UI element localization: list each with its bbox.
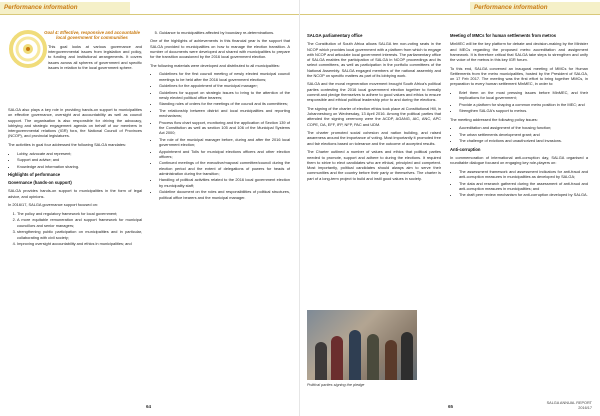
list-item: • Guidelines for the first council meeting of newly elected municipal council meetings to be held after the 2016 local government elections; bbox=[159, 71, 290, 82]
pledge-signing-photo bbox=[307, 310, 417, 380]
left-column-1 bbox=[8, 26, 142, 249]
left-header-rule bbox=[0, 14, 300, 15]
list-item: • The assessment framework and assessment indicators for anti-fraud and anti-corruption measures in municipalities as developed by SALGA; bbox=[459, 169, 588, 180]
list-item: 5. Guidance to municipalities affected by boundary re-determinations. bbox=[159, 30, 290, 35]
paragraph: In 2016/17, SALGA governance support focused on: bbox=[8, 202, 98, 208]
left-page-number: 64 bbox=[146, 404, 152, 409]
paragraph: The charter promoted social cohesion and nation building, and raised awareness around the importance of voting. Most importantly it promoted free and fair elections based on tolerance and the outcome of accepted results. bbox=[307, 130, 441, 146]
photo-figure bbox=[367, 334, 379, 380]
list-item: • Standing rules of orders for the meetings of the council and its committees; bbox=[159, 101, 290, 106]
paragraph: The activities in goal four addressed the following SALGA mandates: bbox=[8, 141, 127, 147]
paragraph: The Constitution of South Africa allows SALGA ten non-voting seats in the NCOP which provides local government with a platform from which to engage with NCOP and articulate local government interests. The parliamentary office of SALGA enables the participation of SALGA in NCOP proceedings and its select committees, as well as participation in the portfolio committees of the National Assembly. SALGA engaged members of the national assembly and the NCOP on specific matters as part of its lobbying work. bbox=[307, 41, 441, 78]
paragraph: In commemoration of international anti-corruption day, SALGA organised a roundtable dialogue focused on engaging key role-players on: bbox=[450, 154, 588, 166]
list-item: • The draft peer review mechanism for anti-corruption developed by SALGA. bbox=[459, 192, 588, 197]
list-item: 1. The policy and regulatory framework for local government; bbox=[17, 211, 142, 216]
photo-figure bbox=[331, 336, 343, 380]
list-item: • Knowledge and information sharing. bbox=[17, 164, 142, 169]
list-item: 4. Improving oversight accountability and ethics in municipalities; and bbox=[17, 241, 142, 246]
paragraph: SALGA also plays a key role in providing hands-on support to municipalities on effective governance, oversight and accountability as well as council support. The organisation is also responsible for driving the advocacy, lobbying and strategic engagement agenda on behalf of our members in intergovernmental relations (IGR) fora, the National Council of Provinces (NCOP), and provincial legislatures. bbox=[8, 107, 142, 139]
mandates-list bbox=[8, 151, 142, 169]
paragraph: The signing of the charter of election ethics took place at Constitutional Hill, in Johannesburg on Wednesday, 13 April 2016. Among the political parties that attended the signing ceremony were the ACDP, AGANG, AIC, ANC, APC COPE, DA, EFF, IFP, NFP, PAC and UDM. bbox=[307, 105, 441, 127]
paragraph: The meeting addressed the following policy issues: bbox=[450, 116, 538, 122]
list-item: • Continued meetings of the executive/mayoral committee/council during the election period and the extent of delegations of powers for heads of administration during the transition; bbox=[159, 160, 290, 176]
paragraph: SALGA provides hands-on support to municipalities in the form of legal advice, and opinions. bbox=[8, 188, 142, 199]
list-item: • Strengthen SALGA's support to metros. bbox=[459, 108, 588, 113]
list-item: • Brief them on the most pressing issues before MinMEC, and their implications for local government; bbox=[459, 90, 588, 101]
heading-governance: Governance (hands-on support) bbox=[8, 180, 72, 186]
paragraph: SALGA and the moral regeneration movement brought South Africa's political parties contesting the 2016 local government election together to formally commit and pledge themselves to adhere to good values and ethics to ensure responsible and ethical political leadership prior to and during the elections. bbox=[307, 81, 441, 103]
list-item: • Support and advise; and bbox=[17, 157, 142, 162]
support-list-continued bbox=[150, 30, 290, 35]
list-item: • Guideline document on the roles and responsibilities of political structures, political office bearers and the municipal manager. bbox=[159, 189, 290, 200]
photo-caption: Political parties signing the pledge bbox=[307, 383, 365, 387]
right-section-header: Performance information bbox=[470, 2, 600, 14]
aims-list bbox=[450, 90, 588, 114]
goal-title: Goal 4: Effective, responsive and accountable local government for communities bbox=[44, 30, 140, 41]
list-item: • The role of the municipal manager before, during and after the 2016 local government election; bbox=[159, 137, 290, 148]
list-item: • The relationship between district and local municipalities and reporting mechanisms; bbox=[159, 108, 290, 119]
left-section-header: Performance information bbox=[0, 2, 130, 14]
photo-figure bbox=[349, 330, 361, 380]
right-column-2 bbox=[450, 30, 588, 201]
support-list bbox=[8, 211, 142, 246]
list-item: • Appointment and Tolls for municipal elections officers and other election officers; bbox=[159, 149, 290, 160]
photo-figure bbox=[315, 342, 327, 380]
photo-figure bbox=[385, 340, 397, 380]
list-item: • Guidelines for the appointment of the municipal manager; bbox=[159, 83, 290, 88]
list-item: • Provide a platform for shaping a common metro position in the MEC; and bbox=[459, 102, 588, 107]
right-column-1 bbox=[307, 30, 441, 184]
photo-figure bbox=[401, 332, 413, 380]
anti-corruption-list bbox=[450, 169, 588, 198]
list-item: • Lobby, advocate and represent; bbox=[17, 151, 142, 156]
materials-list bbox=[150, 71, 290, 199]
list-item: • Handling of political activities related to the 2016 local government election by municipality staff; bbox=[159, 177, 290, 188]
paragraph: To this end, SALGA convened an inaugural meeting of MMCs for Human Settlements from the metro municipalities, hosted by the President of SALGA, on 17 Feb 2017. The meeting was the first effort to bring together MMCs, in preparation to every human settlement MinMEC, in order to: bbox=[450, 65, 588, 87]
list-item: 2. A more equitable remuneration and support framework for municipal councillors and senior managers; bbox=[17, 217, 142, 228]
right-page-number: 65 bbox=[448, 404, 454, 409]
paragraph: One of the highlights of achievements in this financial year is the support that SALGA provided to municipalities on how to manage the election transition. A number of documents were developed and shared with municipalities to prepare for the transition occasioned by the 2016 local government election. bbox=[150, 38, 290, 59]
paragraph: The Charter outlined a number of values and ethics that political parties needed to promote, support and adhere to during the elections. It required them to strive to elect candidates who are ethical, principled and competent. Most importantly, political candidates should always aim to serve their communities and the country before their party or themselves. The charter is part of a long-term project to build and instil good values in society. bbox=[307, 149, 441, 181]
report-title: SALGA ANNUAL REPORT bbox=[546, 401, 592, 405]
list-item: • The urban settlements development grant; and bbox=[459, 132, 588, 137]
list-item: • Guidelines for support on strategic issues to bring to the attention of the newly elected political office bearers; bbox=[159, 90, 290, 101]
heading-anti-corruption: Anti-corruption bbox=[450, 146, 481, 152]
heading-highlights: Highlights of performance bbox=[8, 171, 61, 177]
list-item: 3. strengthening public participation on municipalities and in particular, collaborating with civil society; bbox=[17, 229, 142, 240]
list-item: • Accreditation and assignment of the housing function; bbox=[459, 125, 588, 130]
list-item: • The data and research gathered during the assessment of anti-fraud and anti-corruption measures in municipalities; and bbox=[459, 181, 588, 192]
left-column-2 bbox=[150, 30, 290, 203]
report-label bbox=[547, 401, 592, 411]
goal-box bbox=[8, 26, 142, 104]
heading-parliamentary-office: SALGA parliamentary office bbox=[307, 33, 363, 38]
goal-target-icon bbox=[8, 27, 52, 71]
issues-list bbox=[450, 125, 588, 143]
heading-mmc-meeting: Meeting of MMCs for human settlements from metros bbox=[450, 33, 557, 38]
list-item: • The challenge of evictions and unauthorized land invasions. bbox=[459, 138, 588, 143]
paragraph: MinMEC will be the key platform for debate and decision-making by the Minister and MECs regarding the proposed metro accreditation and assignment framework. It is therefore critical that SALGA take steps to strengthen and unify the voice of the metros in this key IGR forum. bbox=[450, 41, 588, 62]
goal-intro: This goal looks at various governance and intergovernmental issues from legislation and policy, to funding and institutional arrangements. It covers issues across all spheres of government and specific issues in relation to the local government sphere. bbox=[48, 43, 142, 70]
report-year: 2016/17 bbox=[578, 405, 592, 410]
paragraph: The following materials were developed and distributed to all municipalities: bbox=[150, 62, 280, 68]
list-item: • Process flow chart support, monitoring and the application of Section 139 of the Constitution as well as section 105 and 106 of the Municipal Systems Act 2000; bbox=[159, 120, 290, 136]
right-header-rule bbox=[300, 14, 600, 15]
